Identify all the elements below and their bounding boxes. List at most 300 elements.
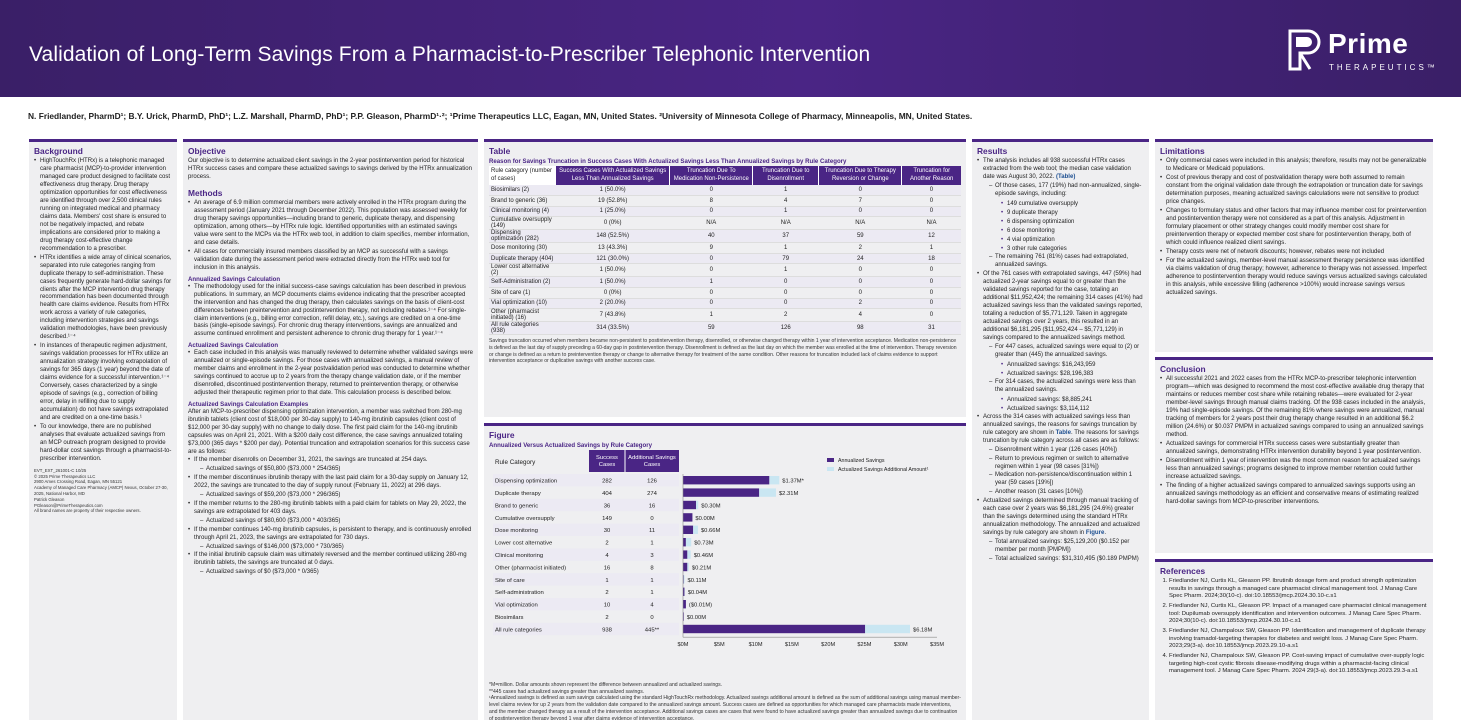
annualized-bullet: • The methodology used for the initial success-case savings calculation has been described in previous publications. In summary, an MCP documents claims evidence indicating that the prescriber accepted the intervention and has changed the drug therapy, then calculates savings on the basis of client-cost differences between preintervention and postintervention therapy, not including rebates.¹⁻⁴ For single-claim interventions (e.g., billing error correction, refill delay, etc.), savings are credited on a one-time basis (single-episode savings). For chronic drug therapy interventions, savings are annualized and assume continued enrollment and persistent adherence to chronic drug therapy for 1 year.¹⁻⁴ (188, 284, 473, 340)
prime-logo (1288, 28, 1438, 74)
table-cell: All rule categories (938) (489, 322, 556, 335)
annualized-bar (683, 476, 769, 484)
annualized-list (188, 284, 473, 340)
figure-reference-link[interactable]: Figure (1085, 530, 1105, 536)
single-episode-item: • 3 other rule categories (995, 245, 1144, 253)
logo-subtitle: THERAPEUTICS™ (1329, 63, 1438, 72)
chart-additional-cases: 274 (647, 491, 657, 497)
table-cell: N/A (753, 217, 819, 230)
footer-line: 2900 Ames Crossing Road, Eagan, MN 55121 (34, 479, 123, 485)
table-cell: 0 (819, 288, 902, 299)
table-cell: 1 (753, 206, 819, 217)
table-header-cell: Truncation Due to Disenrollment (753, 166, 819, 185)
table-cell: 0 (0%) (556, 217, 670, 230)
truncation-table (489, 166, 961, 335)
actualized-additional-bar (759, 488, 776, 496)
chart-data-label: $0.00M (686, 615, 707, 621)
chart-additional-cases: 0 (650, 515, 654, 522)
chart-header-bg (589, 450, 679, 472)
table-cell: Clinical monitoring (4) (489, 206, 556, 217)
table-cell: N/A (670, 217, 753, 230)
chart-additional-cases: 4 (650, 602, 654, 609)
chart-category-label: All rule categories (495, 627, 542, 634)
table-cell: 126 (753, 322, 819, 335)
scenario-bullet: • If the member discontinues ibrutinib therapy with the last paid claim for a 30-day supply on January 12, 2022, the savings are truncated to the day of supply runout (February 11, 2022) at 296 days. – Actualized savings of $59,200 ($73,000 * 296/365) (188, 475, 473, 500)
table-header-cell: Truncation Due To Medication Non-Persistence (670, 166, 753, 185)
chart-x-tick: $35M (930, 642, 944, 649)
conclusion-bullet: • All successful 2021 and 2022 cases from the HTRx MCP-to-prescriber telephonic intervention program—which was designed to recommend the most cost-effective available drug therapy that maintains or reduces member cost share while retaining rebates—were evaluated for 2-year member-level savings through manual claims tracking. Of the 938 cases included in the analysis, 19% had single-episode savings. Of the remaining 81% where savings were annualized, manual tracking of members for 2 years post their drug therapy change resulted in an additional $6.2 million (24.6%) or $0.037 PMPM in actualized savings compared to using an annualized savings method. (1160, 376, 1428, 440)
chart-success-cases: 149 (602, 515, 612, 522)
table-cell: Other (pharmacist initiated) (16) (489, 309, 556, 322)
legend-label-actualized: Actualized Savings Additional Amount¹ (838, 467, 929, 473)
results-b1-text: The analysis includes all 938 successful HTRx cases extracted from the web tool; the median case validation date was August 30, 2022. (983, 158, 1131, 180)
single-episode-item: • 6 dose monitoring (995, 227, 1144, 235)
table-cell: 1 (50.0%) (556, 264, 670, 277)
table-header-cell: Success Cases With Actualized Savings Less Than Annualized Savings (556, 166, 670, 185)
chart-data-label: $0.21M (691, 565, 712, 572)
table-reference-link[interactable]: Table (1055, 429, 1071, 436)
results-b3-text: Across the 314 cases with actualized savings less than annualized savings, the reasons for savings truncation by rule category are shown in (983, 413, 1137, 436)
table-cell: 13 (43.3%) (556, 243, 670, 254)
logo-name: Prime (1328, 28, 1409, 59)
chart-x-tick: $5M (713, 642, 725, 649)
actualized-bullet: • Each case included in this analysis was manually reviewed to determine whether validated savings were annualized or single-episode savings. For those cases with annualized savings, a manual review of member claims and enrollment in the 2-year postvalidation period was conducted to determine whether savings continued to accrue up to 2 years from the therapy change validation date, or if the member disenrolled, discontinued postintervention therapy, returned to preintervention therapy, or otherwise adjusted their therapeutic regimen prior to that date. This calculation process is described below. (188, 350, 473, 398)
truncation-reasons-list (983, 447, 1144, 497)
table-cell: 148 (52.5%) (556, 230, 670, 243)
table-body (489, 185, 961, 335)
results-bullet-3 (977, 414, 1144, 497)
table-cell: 2 (819, 243, 902, 254)
scenario-bullet: • If the member returns to the 280-mg ibrutinib tablets with a paid claim for tablets on May 29, 2022, the savings are extrapolated for 403 days. – Actualized savings of $80,600 ($73,000 * 403/365) (188, 501, 473, 526)
chart-success-cases: 16 (603, 565, 611, 572)
results-b4-text: Actualized savings determined through manual tracking of each case over 2 years was $6,181,295 (24.6%) greater than the savings determined using the standard HTRx annualization methodology. The annualized and actualized savings by rule category are shown in (983, 498, 1140, 536)
table-cell: Vial optimization (10) (489, 298, 556, 309)
table-panel (484, 139, 966, 417)
conclusion-heading: Conclusion (1160, 364, 1206, 374)
actualized-additional-bar (687, 550, 690, 558)
limitation-bullet: • Only commercial cases were included in this analysis; therefore, results may not be generalizable to Medicare or Medicaid populations. (1160, 158, 1428, 174)
table-cell: 2 (20.0%) (556, 298, 670, 309)
chart-additional-cases: 1 (650, 590, 654, 597)
scenario-savings: – Actualized savings of $146,000 ($73,000 * 730/365) (194, 544, 473, 552)
chart-x-tick: $15M (784, 642, 799, 649)
chart-additional-cases: 16 (648, 503, 656, 510)
table-cell: 4 (753, 196, 819, 207)
table-cell: 40 (670, 230, 753, 243)
table-cell: 1 (670, 309, 753, 322)
table-cell: 0 (819, 206, 902, 217)
annualized-bar (683, 538, 686, 546)
chart-data-label: $0.73M (694, 540, 714, 547)
annualized-bar (683, 526, 693, 534)
table-cell: 314 (33.5%) (556, 322, 670, 335)
table-cell: 1 (25.0%) (556, 206, 670, 217)
annualized-bar (683, 501, 696, 509)
table-cell: 1 (753, 264, 819, 277)
table-row (489, 196, 961, 207)
greater-savings-list (995, 361, 1144, 378)
table-cell: 0 (819, 264, 902, 277)
results-b3-end: . The reasons for savings truncation by rule category across all cases are as follows: (983, 429, 1140, 444)
background-heading: Background (34, 146, 83, 156)
table-cell: 121 (30.0%) (556, 253, 670, 264)
actualized-list (188, 350, 473, 398)
table-cell: 1 (902, 243, 961, 254)
limitations-heading: Limitations (1160, 146, 1205, 156)
chart-category-label: Clinical monitoring (495, 553, 544, 559)
table-heading: Table (489, 146, 511, 156)
table-cell: 0 (670, 253, 753, 264)
chart-success-cases: 30 (603, 528, 611, 535)
table-cell: 0 (0%) (556, 288, 670, 299)
limitation-bullet: • Cost of previous therapy and cost of postvalidation therapy were both assumed to remain constant from the original validation date through the extrapolation or truncation date for savings determination purposes, meaning actualized savings calculations were not sensitive to product price changes. (1160, 175, 1428, 207)
results-bullet-1 (977, 158, 1144, 270)
chart-category-label: Brand to generic (495, 503, 539, 510)
chart-category-label: Site of care (495, 577, 525, 584)
total-savings-item: – Total actualized savings: $31,310,495 ($0.189 PMPM) (983, 556, 1144, 564)
results-sub (983, 344, 1144, 378)
conclusion-list (1160, 376, 1428, 507)
table-cell: 0 (670, 288, 753, 299)
legend-swatch-annualized (827, 458, 834, 462)
methods-heading: Methods (188, 187, 223, 198)
truncation-reason: – Disenrollment within 1 year (126 cases [40%]) (983, 447, 1144, 455)
chart-category-label: Dose monitoring (495, 528, 538, 535)
chart-additional-cases: 126 (647, 478, 657, 485)
table-cell: 7 (43.8%) (556, 309, 670, 322)
annualized-bar (683, 513, 692, 521)
single-episode-item: • 6 dispensing optimization (995, 218, 1144, 226)
background-bullet: • To our knowledge, there are no published analyses that evaluate actualized savings from an MCP outreach program designed to provide hard-dollar cost savings through a pharmacist-to-prescriber intervention. (34, 424, 172, 464)
single-episode-item: • 9 duplicate therapy (995, 209, 1144, 217)
results-d4-text: For 314 cases, the actualized savings were less than the annualized savings. (995, 378, 1136, 393)
reference-item: 2. Friedlander NJ, Curtis KL, Gleason PP. Impact of a managed care pharmacist clinical management tool: Dupilumab oversupply identification and intervention outcomes. J Manag Care Spec Pharm. 2024;30(10-c). doi:10.18553/jmcp.2024.30.10-c.s1 (1169, 603, 1428, 626)
table-cell: 79 (753, 253, 819, 264)
chart-additional-cases: 8 (650, 565, 654, 572)
table-cell: 7 (819, 196, 902, 207)
scenario-savings: – Actualized savings of $50,800 ($73,000 * 254/365) (194, 466, 473, 474)
chart-success-cases: 1 (605, 577, 609, 584)
actualized-additional-bar (687, 563, 689, 571)
chart-data-label: $0.66M (700, 528, 721, 535)
footer-line: Academy of Managed Care Pharmacy (AMCP) Nexus, October 27-30, 2025, National Harbor, MD (34, 485, 168, 496)
table-cell: 1 (50.0%) (556, 185, 670, 196)
table-cell: Site of care (1) (489, 288, 556, 299)
background-panel (29, 139, 177, 720)
background-bullet: • HighTouchRx (HTRx) is a telephonic managed care pharmacist (MCP)-to-provider intervention managed care product designed to facilitate cost effectiveness drug therapy. Drug therapy optimization opportunities for cost effectiveness are identified through over 2,500 clinical rules running on integrated medical and pharmacy claims data. Members' cost share is ensured to not be negatively impacted, and rebate implications are considered prior to making a drug therapy cost-effective change recommendation to a prescriber. (34, 158, 172, 254)
table-header-cell: Truncation for Another Reason (902, 166, 961, 185)
methods-list (188, 200, 473, 273)
table-row (489, 230, 961, 243)
table-cell: 9 (670, 243, 753, 254)
table-row (489, 185, 961, 196)
table-cell: 0 (753, 288, 819, 299)
chart-category-label: Self-administration (495, 590, 544, 597)
truncation-reason: – Another reason (31 cases [10%]) (983, 489, 1144, 497)
table-cell: 2 (753, 309, 819, 322)
table-cell: 4 (819, 309, 902, 322)
scenario-savings: – Actualized savings of $80,600 ($73,000 * 403/365) (194, 518, 473, 526)
table-cell: 0 (902, 206, 961, 217)
results-sub: – The remaining 761 (81%) cases had extrapolated, annualized savings. (983, 254, 1144, 270)
table-reference-link[interactable]: (Table) (1055, 173, 1076, 180)
actualized-additional-bar (684, 575, 685, 583)
table-cell: 12 (902, 230, 961, 243)
chart-success-cases: 938 (602, 627, 612, 634)
chart-success-cases: 36 (603, 503, 611, 510)
table-cell: 0 (902, 277, 961, 288)
poster-title: Validation of Long-Term Savings From a Pharmacist-to-Prescriber Telephonic Intervention (29, 43, 871, 66)
references-list (1160, 578, 1428, 676)
examples-subheading: Actualized Savings Calculation Examples (188, 401, 309, 409)
results-d3-text: For 447 cases, actualized savings were equal to (2) or greater than (445) the annualized savings. (995, 343, 1140, 358)
scenario-bullet: • If the member disenrolls on December 31, 2021, the savings are truncated at 254 days. – Actualized savings of $50,800 ($73,000 * 254/365) (188, 457, 473, 474)
chart-col-header: Additional Savings (628, 455, 676, 461)
figure-footnote: **445 cases had actualized savings greater than annualized savings. (489, 688, 645, 695)
table-cell: 0 (902, 185, 961, 196)
results-sub (983, 183, 1144, 253)
single-episode-list (995, 200, 1144, 254)
table-cell: 19 (52.8%) (556, 196, 670, 207)
conclusion-panel (1155, 357, 1433, 553)
table-cell: 0 (902, 298, 961, 309)
results-heading: Results (977, 146, 1008, 156)
annualized-bar (683, 600, 686, 608)
table-header-row (489, 166, 961, 185)
table-cell: Cumulative oversupply (149) (489, 217, 556, 230)
chart-category-label: Cumulative oversupply (495, 515, 555, 522)
table-row (489, 298, 961, 309)
footer-line: EVT_EXT_261001-C 10/25 (34, 467, 87, 473)
chart-category-label: Lower cost alternative (495, 540, 553, 547)
chart-data-label: ($0.01M) (688, 602, 713, 609)
authors-line: N. Friedlander, PharmD¹; B.Y. Urick, PharmD, PhD¹; L.Z. Marshall, PharmD, PhD¹; P.P. Gleason, PharmD¹·²; ¹Prime Therapeutics LLC, Eagan, MN, United States. ²University of Minnesota College of Pharmacy, Minneapolis, MN, United States. (28, 111, 973, 121)
table-cell: 1 (670, 277, 753, 288)
scenario-bullet: • If the member continues 140-mg ibrutinib capsules, is persistent to therapy, and is continuously enrolled through April 21, 2023, the savings are extrapolated for 730 days. – Actualized savings of $146,000 ($73,000 * 730/365) (188, 527, 473, 552)
table-cell: Brand to generic (36) (489, 196, 556, 207)
chart-x-tick: $10M (748, 642, 763, 649)
table-row (489, 322, 961, 335)
actualized-additional-bar (693, 526, 698, 534)
annualized-bar (683, 625, 865, 633)
reference-item: 4. Friedlander NJ, Champaloux SW, Gleason PP. Cost-saving impact of cumulative over-supply logic targeting high-cost cystic fibrosis disease-modifying drugs within a pharmacist-facing clinical management tool. J Manag Care Spec Pharm. 2024 29(3-a). doi:10.18553/jmcp.2023.29.3-a.s1 (1169, 653, 1428, 676)
table-row (489, 217, 961, 230)
chart-col-header: Cases (643, 462, 661, 468)
table-cell: 98 (819, 322, 902, 335)
truncation-reason: – Return to previous regimen or switch to alternative regimen within 1 year (98 cases [31%]) (983, 456, 1144, 472)
background-bullet: • In instances of therapeutic regimen adjustment, savings validation processes for HTRx utilize an annualization strategy involving extrapolation of savings for 365 days (1 year) beyond the date of claims evidence for a successful intervention.¹⁻⁴ Conversely, cases characterized by a single episode of savings (e.g., correction of billing error, delay in refilling due to supply accumulation) do not have savings extrapolated and are credited on a one-time basis.¹ (34, 343, 172, 423)
figure-footnote: *M=million. Dollar amounts shown represent the difference between annualized and actualized savings. (489, 682, 723, 688)
chart-success-cases: 2 (605, 540, 609, 547)
chart-data-label: $0.00M (695, 515, 715, 522)
table-row (489, 253, 961, 264)
chart-data-label: $0.30M (701, 503, 721, 510)
chart-x-tick: $0M (677, 642, 689, 649)
table-header-cell: Rule category (number of cases) (489, 166, 556, 185)
limitations-panel (1155, 139, 1433, 352)
table-row (489, 243, 961, 254)
table-cell: N/A (819, 217, 902, 230)
actualized-subheading: Actualized Savings Calculation (188, 342, 279, 350)
figure-heading: Figure (489, 430, 515, 440)
table-cell: Lower cost alternative (2) (489, 264, 556, 277)
chart-additional-cases: 3 (650, 553, 654, 559)
chart-additional-cases: 11 (648, 528, 656, 535)
limitation-bullet: • Changes to formulary status and other factors that may influence member cost for preintervention and postintervention therapy were not considered as a part of this analysis. Adjustment in formulary placement or other strategy changes could modify member cost share for preintervention therapy or expected member cost share for postintervention therapy, both of which could influence realized client savings. (1160, 208, 1428, 248)
table-cell: 8 (670, 196, 753, 207)
chart-success-cases: 2 (605, 615, 609, 621)
reference-item: 3. Friedlander NJ, Champaloux SW, Gleason PP. Identification and management of duplicate therapy involving tramadol-targeting therapies for diabetes and weight loss. J Manag Care Spec Pharm. 2023;29(3-a). doi:10.18553/jmcp.2023.29.10-a.s1 (1169, 628, 1428, 651)
table-cell: 2 (819, 298, 902, 309)
single-episode-item: • 149 cumulative oversupply (995, 200, 1144, 208)
results-bullet-4: • Actualized savings determined through manual tracking of each case over 2 years was $6,181,295 (24.6%) greater than the savings determined using the standard HTRx annualization methodology. The annualized and actualized savings by rule category are shown in Figure. – Total annualized savings: $25,129,200 ($0.152 per member per month [PMPM]) – Total actualized savings: $31,310,495 ($0.189 PMPM) (977, 498, 1144, 564)
table-cell: 0 (670, 185, 753, 196)
table-cell: 59 (670, 322, 753, 335)
background-bullet: • HTRx identifies a wide array of clinical scenarios, separated into rule categories ranging from duplicate therapy to self-administration. These cases frequently generate hard-dollar savings for clients after the MCP intervention drug therapy recommendation has been documented through health care claims evidence. Results from HTRx work across a variety of rule categories, including intervention strategies and savings validation methodologies, have been previously described.¹⁻⁴ (34, 255, 172, 343)
poster-header (0, 0, 1461, 97)
table-cell: 59 (819, 230, 902, 243)
scenario-savings: – Actualized savings of $0 ($73,000 * 0/365) (194, 569, 473, 577)
chart-success-cases: 404 (602, 491, 612, 497)
single-episode-item: • 4 vial optimization (995, 236, 1144, 244)
table-cell: 0 (819, 277, 902, 288)
table-row (489, 206, 961, 217)
table-cell: 1 (50.0%) (556, 277, 670, 288)
example-text: After an MCP-to-prescriber dispensing optimization intervention, a member was switched from 280-mg ibrutinib tablets (client cost of $18,000 per 30-day supply) to 140-mg ibrutinib capsules (client cost of $12,000 per 30-day supply) with no change to daily dose. The first paid claim for the 140-mg ibrutinib capsules was on April 21, 2021. With a $200 daily cost difference, the case savings annualized totaling $73,000 (365 days * $200 per day). Potential truncation and extrapolation scenarios for this success case are as follows: (188, 409, 470, 456)
footer-line: PGleason@PrimeTherapeutics.com (34, 502, 103, 508)
figure-footnotes (489, 682, 961, 720)
chart-additional-cases: 445** (644, 627, 660, 634)
table-row (489, 264, 961, 277)
footer-line: Patrick Gleason (34, 496, 65, 502)
table-cell: 1 (753, 185, 819, 196)
conclusion-bullet: • Disenrollment within 1 year of intervention was the most common reason for actualized savings less than annualized savings; programs designed to improve member retention could further increase actualized savings. (1160, 458, 1428, 482)
actualized-additional-bar (686, 538, 691, 546)
objective-heading: Objective (188, 146, 226, 156)
table-cell: Duplicate therapy (404) (489, 253, 556, 264)
savings-item: • Annualized savings: $16,243,959 (995, 361, 1144, 369)
chart-data-label: $0.04M (687, 590, 708, 597)
footer-line: All brand names are property of their respective owners. (34, 508, 141, 514)
prime-logo-icon (1288, 29, 1321, 71)
chart-success-cases: 10 (603, 602, 611, 609)
chart-category-label: Other (pharmacist initiated) (495, 565, 567, 572)
annualized-bar (683, 550, 687, 558)
limitation-bullet: • Therapy costs were net of network discounts; however, rebates were not included (1160, 249, 1428, 257)
total-savings-list (983, 539, 1144, 564)
actualized-additional-bar (769, 476, 779, 484)
table-cell: 0 (670, 206, 753, 217)
table-cell: 0 (670, 264, 753, 277)
chart-x-tick: $30M (893, 642, 908, 649)
limitations-list (1160, 158, 1428, 297)
total-savings-item: – Total annualized savings: $25,129,200 ($0.152 per member per month [PMPM]) (983, 539, 1144, 555)
references-panel (1155, 559, 1433, 720)
chart-x-tick: $25M (857, 642, 872, 649)
results-sub (983, 379, 1144, 413)
results-bullet-2 (977, 271, 1144, 413)
chart-data-label: $0.11M (687, 577, 707, 584)
table-cell: 18 (902, 253, 961, 264)
table-cell: 0 (902, 264, 961, 277)
truncation-reason: – Medication non-persistence/discontinuation within 1 year (59 cases [19%]) (983, 472, 1144, 488)
savings-item: • Actualized savings: $28,196,383 (995, 370, 1144, 378)
table-row (489, 309, 961, 322)
conclusion-bullet: • Actualized savings for commercial HTRx success cases were substantially greater than annualized savings, demonstrating HTRx intervention durability beyond 1 year postintervention. (1160, 441, 1428, 457)
background-list (34, 158, 172, 464)
chart-category-label: Vial optimization (495, 602, 538, 609)
table-cell: Dispensing optimization (282) (489, 230, 556, 243)
chart-success-cases: 4 (605, 553, 609, 559)
figure-footnote: ¹Annualized savings is defined as sum savings calculated using the standard HighTouchRx methodology. Actualized savings additional amount is defined as the sum of additional savings using manual member-level claims review for up 2 years from the validation date compared to the annualized savings amount. Success cases are defined as opportunities for which managed care pharmacists made interventions, and the member changed therapy as a result of the intervention acceptance. Additional savings cases are cases that were found to have actualized savings greater than annualized savings due to continuation of postintervention therapy beyond 1 year after claims evidence of intervention acceptance. (489, 695, 961, 720)
legend-swatch-actualized (827, 467, 834, 471)
chart-col-header: Rule Category (495, 459, 536, 466)
footer-line: © 2025 Prime Therapeutics LLC (34, 473, 96, 479)
savings-item: • Actualized savings: $3,114,112 (995, 405, 1144, 413)
chart-success-cases: 2 (605, 590, 609, 597)
methods-bullet: • All cases for commercially insured members classified by an MCP as successful with a savings validation date during the assessment period were extracted directly from the HTRx web tool for inclusion in this analysis. (188, 249, 473, 273)
chart-category-label: Duplicate therapy (495, 491, 541, 497)
results-d1-text: Of those cases, 177 (19%) had non-annualized, single-episode savings, including: (995, 182, 1142, 197)
table-cell: 1 (753, 243, 819, 254)
table-cell: 0 (670, 298, 753, 309)
chart-additional-cases: 0 (650, 615, 654, 621)
scenario-bullet: • If the initial ibrutinib capsule claim was ultimately reversed and the member continued utilizing 280-mg ibrutinib tablets, the savings are truncated at 0 days. – Actualized savings of $0 ($73,000 * 0/365) (188, 552, 473, 577)
chart-data-label: $6.18M (913, 627, 933, 634)
poster-footer (34, 468, 172, 514)
scenario-list (188, 457, 473, 577)
table-cell: 0 (902, 288, 961, 299)
chart-data-label: $2.31M (778, 491, 799, 497)
chart-col-header: Cases (598, 462, 616, 468)
annualized-subheading: Annualized Savings Calculation (188, 275, 281, 283)
reference-item: 1. Friedlander NJ, Curtis KL, Gleason PP. Ibrutinib dosage form and product strength optimization results in savings through a managed care pharmacist clinical management tool. J Manag Care Spec Pharm. 2024;30(10-c). doi:10.18553/jmcp.2024.30.10-c.s1 (1169, 578, 1428, 601)
table-cell: 0 (902, 309, 961, 322)
annualized-bar (683, 563, 687, 571)
table-cell: 0 (819, 185, 902, 196)
legend-label-annualized: Annualized Savings (838, 458, 885, 464)
savings-item: • Annualized savings: $8,885,241 (995, 396, 1144, 404)
chart-col-header: Success (596, 455, 618, 461)
conclusion-bullet: • The finding of a higher actualized savings compared to annualized savings supports using an annualized savings methodology as an efficient and conservative means of estimating realized hard-dollar savings from MCP-to-prescriber interventions. (1160, 483, 1428, 507)
savings-bar-chart (489, 450, 961, 676)
chart-data-label: $1.37M* (782, 478, 804, 485)
chart-success-cases: 282 (602, 478, 612, 485)
objective-text: Our objective is to determine actualized client savings in the 2-year postintervention period for historical HTRx success cases and compare these actualized savings to savings derived by the HTRx annualization process. (188, 158, 473, 180)
results-panel (972, 139, 1149, 720)
annualized-bar (683, 488, 759, 496)
table-cell: Dose monitoring (30) (489, 243, 556, 254)
chart-additional-cases: 1 (650, 540, 654, 547)
table-cell: 24 (819, 253, 902, 264)
table-cell: 31 (902, 322, 961, 335)
table-cell: Self-Administration (2) (489, 277, 556, 288)
lesser-savings-list (995, 396, 1144, 413)
table-cell: Biosimilars (2) (489, 185, 556, 196)
table-cell: 0 (753, 298, 819, 309)
table-note: Savings truncation occurred when members became non-persistent to postintervention therapy, disenrolled, or otherwise changed therapy within 1 year of intervention acceptance. Medication non-persistence is defined as the last day of supply preceding a 60-day gap in postintervention therapy. Disenrollment is defined as the last day on which the member was enrolled at the time of intervention. Therapy reversion or change is defined as a return to preintervention therapy or change to alternative therapy for treatment of the same condition. Other reasons for truncation included lack of claims evidence to support intervention acceptance or duplicative savings with another success case. (489, 338, 957, 365)
methods-panel (183, 139, 478, 720)
chart-category-label: Biosimilars (495, 615, 524, 621)
actualized-additional-bar (696, 501, 698, 509)
figure-panel (484, 423, 966, 720)
table-cell: N/A (902, 217, 961, 230)
table-header-cell: Truncation Due to Therapy Reversion or Change (819, 166, 902, 185)
chart-data-label: $0.46M (693, 553, 714, 559)
chart-x-tick: $20M (821, 642, 836, 649)
table-cell: 0 (902, 196, 961, 207)
actualized-additional-bar (865, 625, 910, 633)
